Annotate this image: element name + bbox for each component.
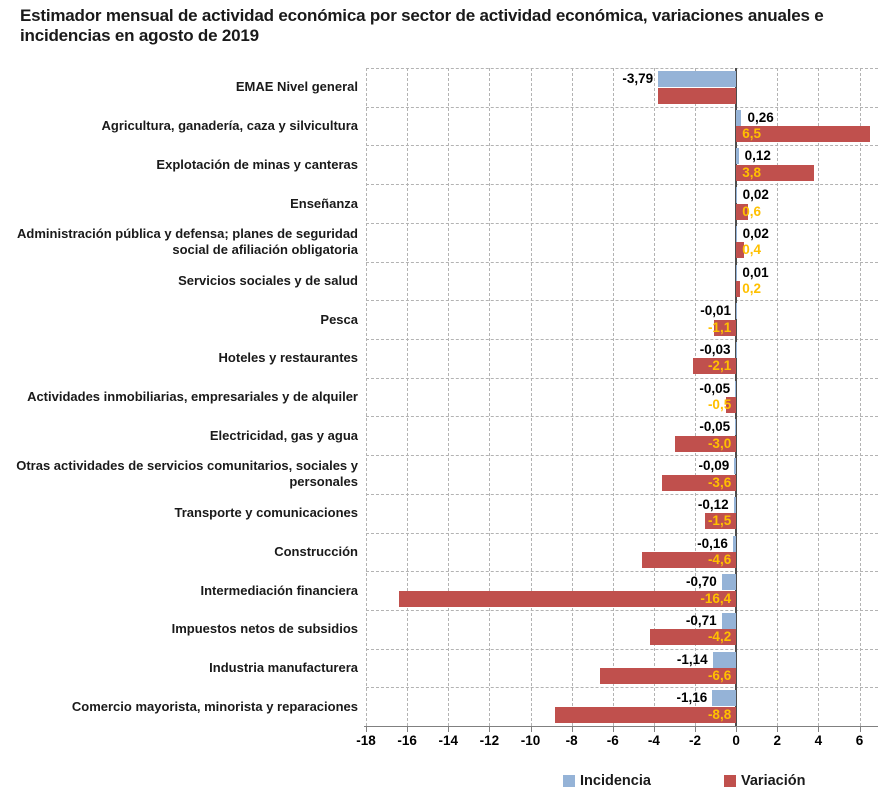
value-label-variación: -3,6: [707, 474, 732, 490]
grid-line-vertical: [448, 68, 449, 726]
x-axis-tick-label: -8: [565, 733, 578, 748]
x-axis-tick-label: 2: [773, 733, 782, 748]
grid-line-horizontal: [366, 687, 878, 688]
category-label: Electricidad, gas y agua: [209, 427, 358, 443]
x-axis-tick-mark: [613, 726, 614, 732]
x-axis-tick-mark: [818, 726, 819, 732]
value-label-incidencia: 0,26: [747, 109, 774, 125]
x-axis-tick-mark: [860, 726, 861, 732]
category-label: Agricultura, ganadería, caza y silvicultura: [101, 118, 358, 134]
value-label-incidencia: -0,70: [686, 574, 717, 590]
x-axis-tick-mark: [531, 726, 532, 732]
category-label: Explotación de minas y canteras: [156, 156, 358, 172]
grid-line-horizontal: [366, 339, 878, 340]
bar-incidencia: [734, 497, 737, 513]
legend-swatch-incidencia: [563, 775, 575, 787]
grid-line-vertical: [818, 68, 819, 726]
x-axis-tick-mark: [572, 726, 573, 732]
value-label-incidencia: -1,14: [676, 651, 708, 667]
x-axis-tick-mark: [448, 726, 449, 732]
bar-incidencia: [722, 613, 737, 629]
grid-line-horizontal: [366, 300, 878, 301]
x-axis-tick-mark: [366, 726, 367, 732]
grid-line-horizontal: [366, 184, 878, 185]
bar-incidencia: [736, 265, 737, 281]
value-label-variación: 3,8: [742, 164, 761, 180]
bar-incidencia: [713, 652, 736, 668]
value-label-incidencia: 0,02: [742, 187, 769, 203]
value-label-variación: -0,5: [707, 397, 732, 413]
value-label-variación: -4,6: [707, 552, 732, 567]
bar-incidencia: [736, 187, 737, 203]
grid-line-vertical: [531, 68, 532, 726]
value-label-variación: -4,2: [707, 629, 732, 645]
value-label-variación: -6,6: [707, 668, 732, 684]
bar-incidencia: [722, 574, 736, 590]
chart-title: Estimador mensual de actividad económica por sector de actividad económica, variaciones anuales e incidencias en agosto de 2019: [20, 6, 824, 46]
legend: [0, 773, 880, 797]
value-label-incidencia: -0,01: [700, 303, 731, 319]
grid-line-vertical: [654, 68, 655, 726]
grid-line-horizontal: [366, 533, 878, 534]
value-label-variación: -1,1: [707, 319, 732, 335]
bar-variación: [736, 281, 740, 297]
bar-incidencia: [734, 458, 736, 474]
x-axis-tick-mark: [736, 726, 737, 732]
x-axis-tick-mark: [777, 726, 778, 732]
legend-label-variacion: Variación: [741, 773, 806, 789]
grid-line-horizontal: [366, 145, 878, 146]
grid-line-vertical: [407, 68, 408, 726]
value-label-incidencia: -0,12: [697, 496, 729, 512]
value-label-variación: -16,4: [700, 590, 732, 606]
bar-variación: [399, 591, 736, 607]
category-label: Comercio mayorista, minorista y reparaciones: [71, 698, 358, 714]
category-label: Actividades inmobiliarias, empresariales y de alquiler: [27, 389, 358, 405]
grid-line-horizontal: [366, 262, 878, 263]
x-axis-tick-label: -18: [356, 733, 376, 748]
x-axis-tick-mark: [695, 726, 696, 732]
grid-line-horizontal: [366, 610, 878, 611]
x-axis-tick-mark: [407, 726, 408, 732]
x-axis-tick-mark: [654, 726, 655, 732]
category-label: EMAE Nivel general: [235, 79, 358, 95]
value-label-incidencia: -0,09: [698, 458, 730, 474]
value-label-variación: 6,5: [742, 126, 761, 142]
category-label: Hoteles y restaurantes: [218, 350, 358, 366]
category-label: Industria manufacturera: [209, 659, 358, 675]
bar-incidencia: [736, 148, 739, 164]
x-axis-tick-label: 0: [732, 733, 740, 748]
grid-line-vertical: [489, 68, 490, 726]
x-axis-tick-label: -16: [397, 733, 417, 748]
x-axis-tick-mark: [489, 726, 490, 732]
legend-item-incidencia: [563, 773, 651, 789]
bar-incidencia: [736, 226, 737, 242]
x-axis-tick-label: -4: [647, 733, 660, 748]
x-axis-tick-label: -6: [606, 733, 619, 748]
value-label-variación: -8,8: [707, 706, 732, 722]
grid-line-horizontal: [366, 107, 878, 108]
grid-line-vertical: [860, 68, 861, 726]
value-label-incidencia: -0,03: [699, 341, 731, 357]
bar-incidencia: [736, 303, 737, 319]
value-label-variación: 0,2: [742, 281, 761, 296]
value-label-incidencia: -0,16: [697, 535, 728, 551]
category-label: Intermediación financiera: [200, 582, 358, 598]
legend-item-variacion: [724, 773, 805, 789]
x-axis-tick-label: 6: [855, 733, 864, 748]
value-label-variación: -1,5: [707, 513, 732, 529]
grid-line-horizontal: [366, 223, 878, 224]
grid-line-horizontal: [366, 68, 878, 69]
category-label: Servicios sociales y de salud: [178, 272, 358, 288]
legend-swatch-variacion: [724, 775, 736, 787]
bar-incidencia: [736, 342, 737, 358]
value-label-incidencia: -0,71: [685, 612, 717, 628]
grid-line-horizontal: [366, 378, 878, 379]
grid-line-horizontal: [366, 571, 878, 572]
grid-line-horizontal: [366, 649, 878, 650]
grid-line-vertical: [613, 68, 614, 726]
category-label: Transporte y comunicaciones: [174, 505, 358, 521]
x-axis-tick-label: 4: [814, 733, 823, 748]
value-label-variación: -3,0: [707, 435, 732, 451]
category-label: Enseñanza: [290, 195, 358, 211]
bar-variación: [658, 88, 736, 104]
value-label-variación: -2,1: [707, 358, 732, 374]
value-label-incidencia: 0,12: [744, 148, 771, 164]
bar-incidencia: [736, 110, 741, 126]
grid-line-horizontal: [366, 494, 878, 495]
bar-incidencia: [735, 381, 736, 397]
value-label-incidencia: -3,79: [622, 71, 654, 86]
category-label: Administración pública y defensa; planes de seguridad social de afiliación obligatoria: [17, 226, 358, 258]
grid-line-vertical: [572, 68, 573, 726]
bar-incidencia: [658, 71, 736, 87]
x-axis-tick-label: -12: [479, 733, 500, 748]
category-label: Pesca: [320, 311, 358, 327]
bar-incidencia: [735, 419, 736, 435]
value-label-incidencia: -0,05: [699, 380, 731, 396]
x-axis-tick-label: -14: [438, 733, 459, 748]
category-label: Construcción: [274, 543, 358, 559]
bar-incidencia: [712, 690, 736, 706]
value-label-incidencia: 0,02: [742, 225, 769, 241]
category-label: Otras actividades de servicios comunitarios, sociales y personales: [16, 458, 358, 490]
x-axis-line: [364, 726, 878, 727]
legend-label-incidencia: Incidencia: [580, 773, 651, 789]
category-label: Impuestos netos de subsidios: [171, 621, 358, 637]
x-axis-tick-label: -10: [520, 733, 541, 748]
bar-incidencia: [733, 536, 736, 552]
grid-line-vertical: [366, 68, 367, 726]
value-label-variación: 0,6: [742, 203, 761, 219]
grid-line-horizontal: [366, 455, 878, 456]
value-label-incidencia: 0,01: [742, 264, 769, 280]
value-label-variación: 0,4: [742, 242, 761, 258]
x-axis-tick-label: -2: [688, 733, 701, 748]
value-label-incidencia: -0,05: [699, 419, 731, 435]
value-label-incidencia: -1,16: [676, 690, 708, 706]
grid-line-horizontal: [366, 416, 878, 417]
